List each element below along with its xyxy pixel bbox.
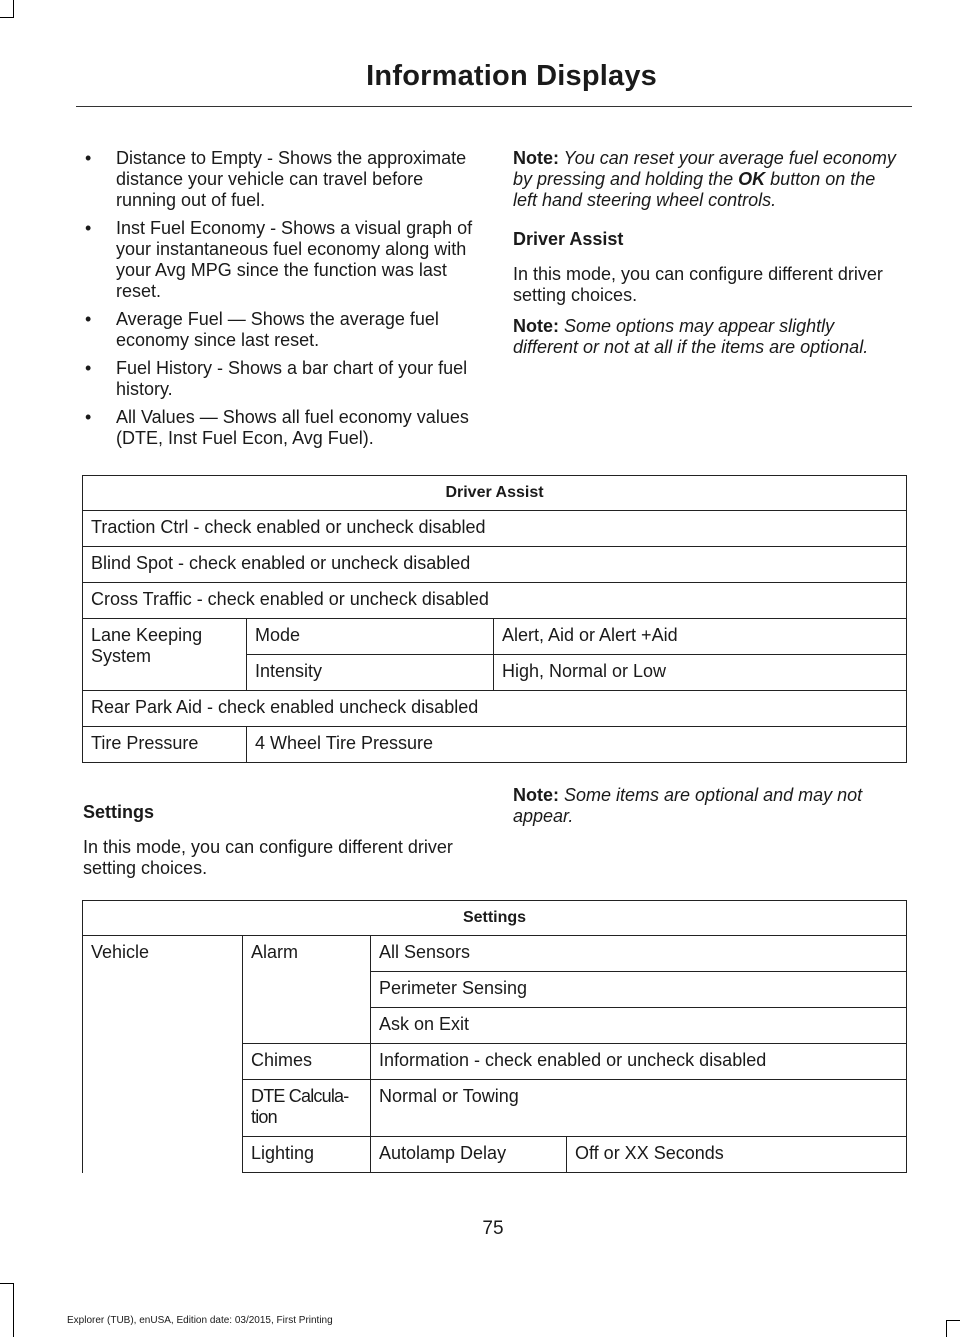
page-number: 75 [482,1218,504,1239]
table-cell: Traction Ctrl - check enabled or uncheck disabled [83,511,907,547]
table-cell: 4 Wheel Tire Pressure [247,727,907,763]
table-row [83,583,907,619]
table-cell: Alert, Aid or Alert +Aid [494,619,907,655]
note-label: Note: [513,785,559,805]
table-cell: Lighting [243,1137,371,1173]
header-divider [76,106,912,107]
table-cell: High, Normal or Low [494,655,907,691]
bullet-icon: • [85,358,92,378]
table-caption: Settings [83,901,907,936]
settings-note [513,785,898,845]
table-cell: Blind Spot - check enabled or uncheck disabled [83,547,907,583]
list-item [83,218,478,302]
bullet-list [83,148,478,449]
note-text: button on the left hand steering wheel controls. [513,169,876,210]
note-text: Some options may appear slightly different or not at all if the items are optional. [513,316,869,357]
table-cell: Information - check enabled or uncheck disabled [371,1044,907,1080]
table-cell: Off or XX Seconds [567,1137,907,1173]
table-cell: All Sensors [371,936,907,972]
crop-mark [946,1320,960,1321]
bullet-icon: • [85,407,92,427]
ok-button-ref: OK [738,169,766,189]
table-cell: Autolamp Delay [371,1137,567,1173]
table-row [83,936,907,972]
table-row [83,727,907,763]
note-optional [513,785,898,827]
table-cell: Rear Park Aid - check enabled uncheck disabled [83,691,907,727]
table-cell: Chimes [243,1044,371,1080]
paragraph: In this mode, you can configure different driver setting choices. [83,837,453,878]
page-title: Information Displays [366,60,657,92]
crop-mark [13,0,14,17]
note-label: Note: [513,148,559,168]
bullet-icon: • [85,309,92,329]
table-cell: Ask on Exit [371,1008,907,1044]
section-heading-settings: Settings [83,802,155,822]
table-row [83,511,907,547]
left-column [83,148,478,456]
footer-text: Explorer (TUB), enUSA, Edition date: 03/2015, First Printing [67,1315,333,1326]
note-text: You can reset your average fuel economy by pressing and holding the [513,148,896,189]
settings-intro [83,802,478,889]
table-cell: Lane Keeping System [83,619,247,691]
table-cell: Mode [247,619,494,655]
crop-mark [0,1283,14,1284]
table-cell: Tire Pressure [83,727,247,763]
bullet-text: All Values — Shows all fuel economy values (DTE, Inst Fuel Econ, Avg Fuel). [116,407,469,448]
section-heading-driver-assist: Driver Assist [513,229,624,249]
table-cell: DTE Calcula-tion [243,1080,371,1137]
list-item [83,407,478,449]
list-item [83,148,478,211]
bullet-text: Distance to Empty - Shows the approximate distance your vehicle can travel before running out of fuel. [116,148,467,210]
table-cell: Normal or Towing [371,1080,907,1137]
crop-mark [946,1320,947,1337]
table-row [83,619,907,655]
list-item [83,309,478,351]
right-column [513,148,898,376]
paragraph: In this mode, you can configure different driver setting choices. [513,264,883,305]
list-item [83,358,478,400]
settings-table [82,900,907,1173]
table-row [83,547,907,583]
note-label: Note: [513,316,559,336]
bullet-text: Average Fuel — Shows the average fuel economy since last reset. [116,309,439,350]
driver-assist-table [82,475,907,763]
bullet-icon: • [85,148,92,168]
crop-mark [13,1283,14,1337]
bullet-text: Fuel History - Shows a bar chart of your fuel history. [116,358,468,399]
table-caption: Driver Assist [83,476,907,511]
table-cell: Intensity [247,655,494,691]
crop-mark [0,17,14,18]
table-cell: Perimeter Sensing [371,972,907,1008]
bullet-icon: • [85,218,92,238]
table-cell: Cross Traffic - check enabled or uncheck disabled [83,583,907,619]
note-reset [513,148,898,211]
table-row [83,691,907,727]
note-options [513,316,898,358]
table-cell: Vehicle [83,936,243,1173]
note-text: Some items are optional and may not appear. [513,785,863,826]
table-cell: Alarm [243,936,371,1044]
bullet-text: Inst Fuel Economy - Shows a visual graph of your instantaneous fuel economy along with your Avg MPG since the function was last reset. [116,218,473,301]
